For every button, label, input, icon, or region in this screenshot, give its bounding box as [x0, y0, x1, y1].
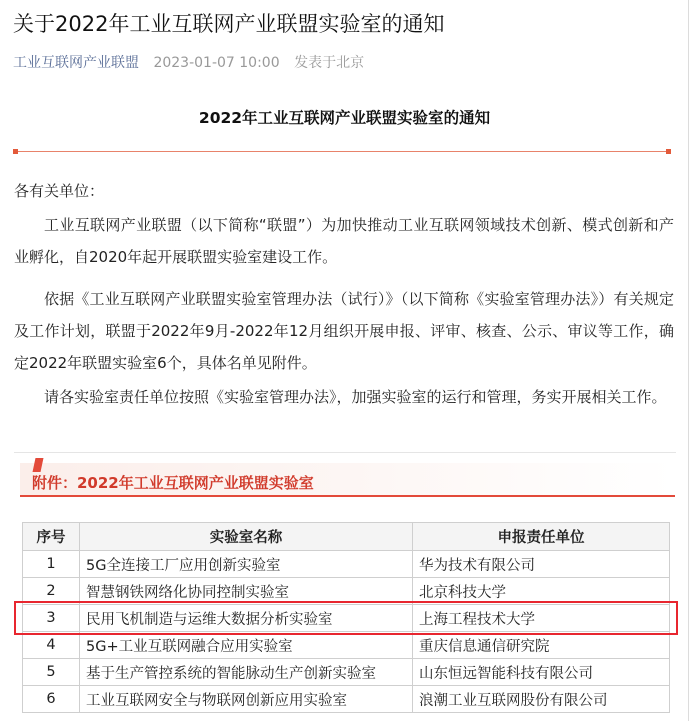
table-row [23, 578, 670, 605]
responsible-unit: 山东恒远智能科技有限公司 [413, 659, 670, 686]
lab-name: 5G+工业互联网融合应用实验室 [80, 632, 413, 659]
lab-name: 民用飞机制造与运维大数据分析实验室 [80, 605, 413, 632]
responsible-unit: 重庆信息通信研究院 [413, 632, 670, 659]
author-link[interactable]: 工业互联网产业联盟 [13, 55, 139, 71]
paragraph: 工业互联网产业联盟（以下简称“联盟”）为加快推动工业互联网领域技术创新、模式创新和产业孵化，自2020年起开展联盟实验室建设工作。 [14, 216, 674, 266]
divider-cap-right [666, 149, 671, 154]
lab-table [22, 522, 670, 713]
responsible-unit: 北京科技大学 [413, 578, 670, 605]
lab-name: 工业互联网安全与物联网创新应用实验室 [80, 686, 413, 713]
table-row [23, 659, 670, 686]
row-number: 4 [23, 632, 80, 659]
column-header: 实验室名称 [80, 523, 413, 551]
lab-name: 智慧钢铁网络化协同控制实验室 [80, 578, 413, 605]
row-number: 5 [23, 659, 80, 686]
attachment-title: 附件：2022年工业互联网产业联盟实验室 [32, 474, 314, 492]
table-header-row [23, 523, 670, 551]
row-number: 3 [23, 605, 80, 632]
title-divider [14, 151, 670, 152]
lab-name: 5G全连接工厂应用创新实验室 [80, 551, 413, 578]
notice-title: 2022年工业互联网产业联盟实验室的通知 [198, 109, 491, 127]
divider-cap-left [13, 149, 18, 154]
column-header: 申报责任单位 [413, 523, 670, 551]
paragraph: 请各实验室责任单位按照《实验室管理办法》，加强实验室的运行和管理，务实开展相关工作。 [44, 388, 667, 406]
section-separator [14, 452, 676, 453]
publish-location: 发表于北京 [294, 55, 365, 71]
table-row [23, 551, 670, 578]
greeting: 各有关单位： [14, 182, 105, 200]
row-number: 2 [23, 578, 80, 605]
paragraph: 依据《工业互联网产业联盟实验室管理办法（试行）》（以下简称《实验室管理办法》）有关规定及工作计划，联盟于2022年9月-2022年12月组织开展申报、评审、核查、公示、审议等工作，确定2022年联盟实验室6个，具体名单见附件。 [14, 290, 674, 372]
publish-date: 2023-01-07 10:00 [153, 55, 280, 71]
responsible-unit: 华为技术有限公司 [413, 551, 670, 578]
article-meta [13, 52, 364, 72]
row-number: 1 [23, 551, 80, 578]
table-row [23, 632, 670, 659]
lab-name: 基于生产管控系统的智能脉动生产创新实验室 [80, 659, 413, 686]
row-number: 6 [23, 686, 80, 713]
table-row-highlighted [23, 605, 670, 632]
article-title: 关于2022年工业互联网产业联盟实验室的通知 [13, 12, 445, 36]
column-header: 序号 [23, 523, 80, 551]
table-row [23, 686, 670, 713]
responsible-unit: 浪潮工业互联网股份有限公司 [413, 686, 670, 713]
responsible-unit: 上海工程技术大学 [413, 605, 670, 632]
